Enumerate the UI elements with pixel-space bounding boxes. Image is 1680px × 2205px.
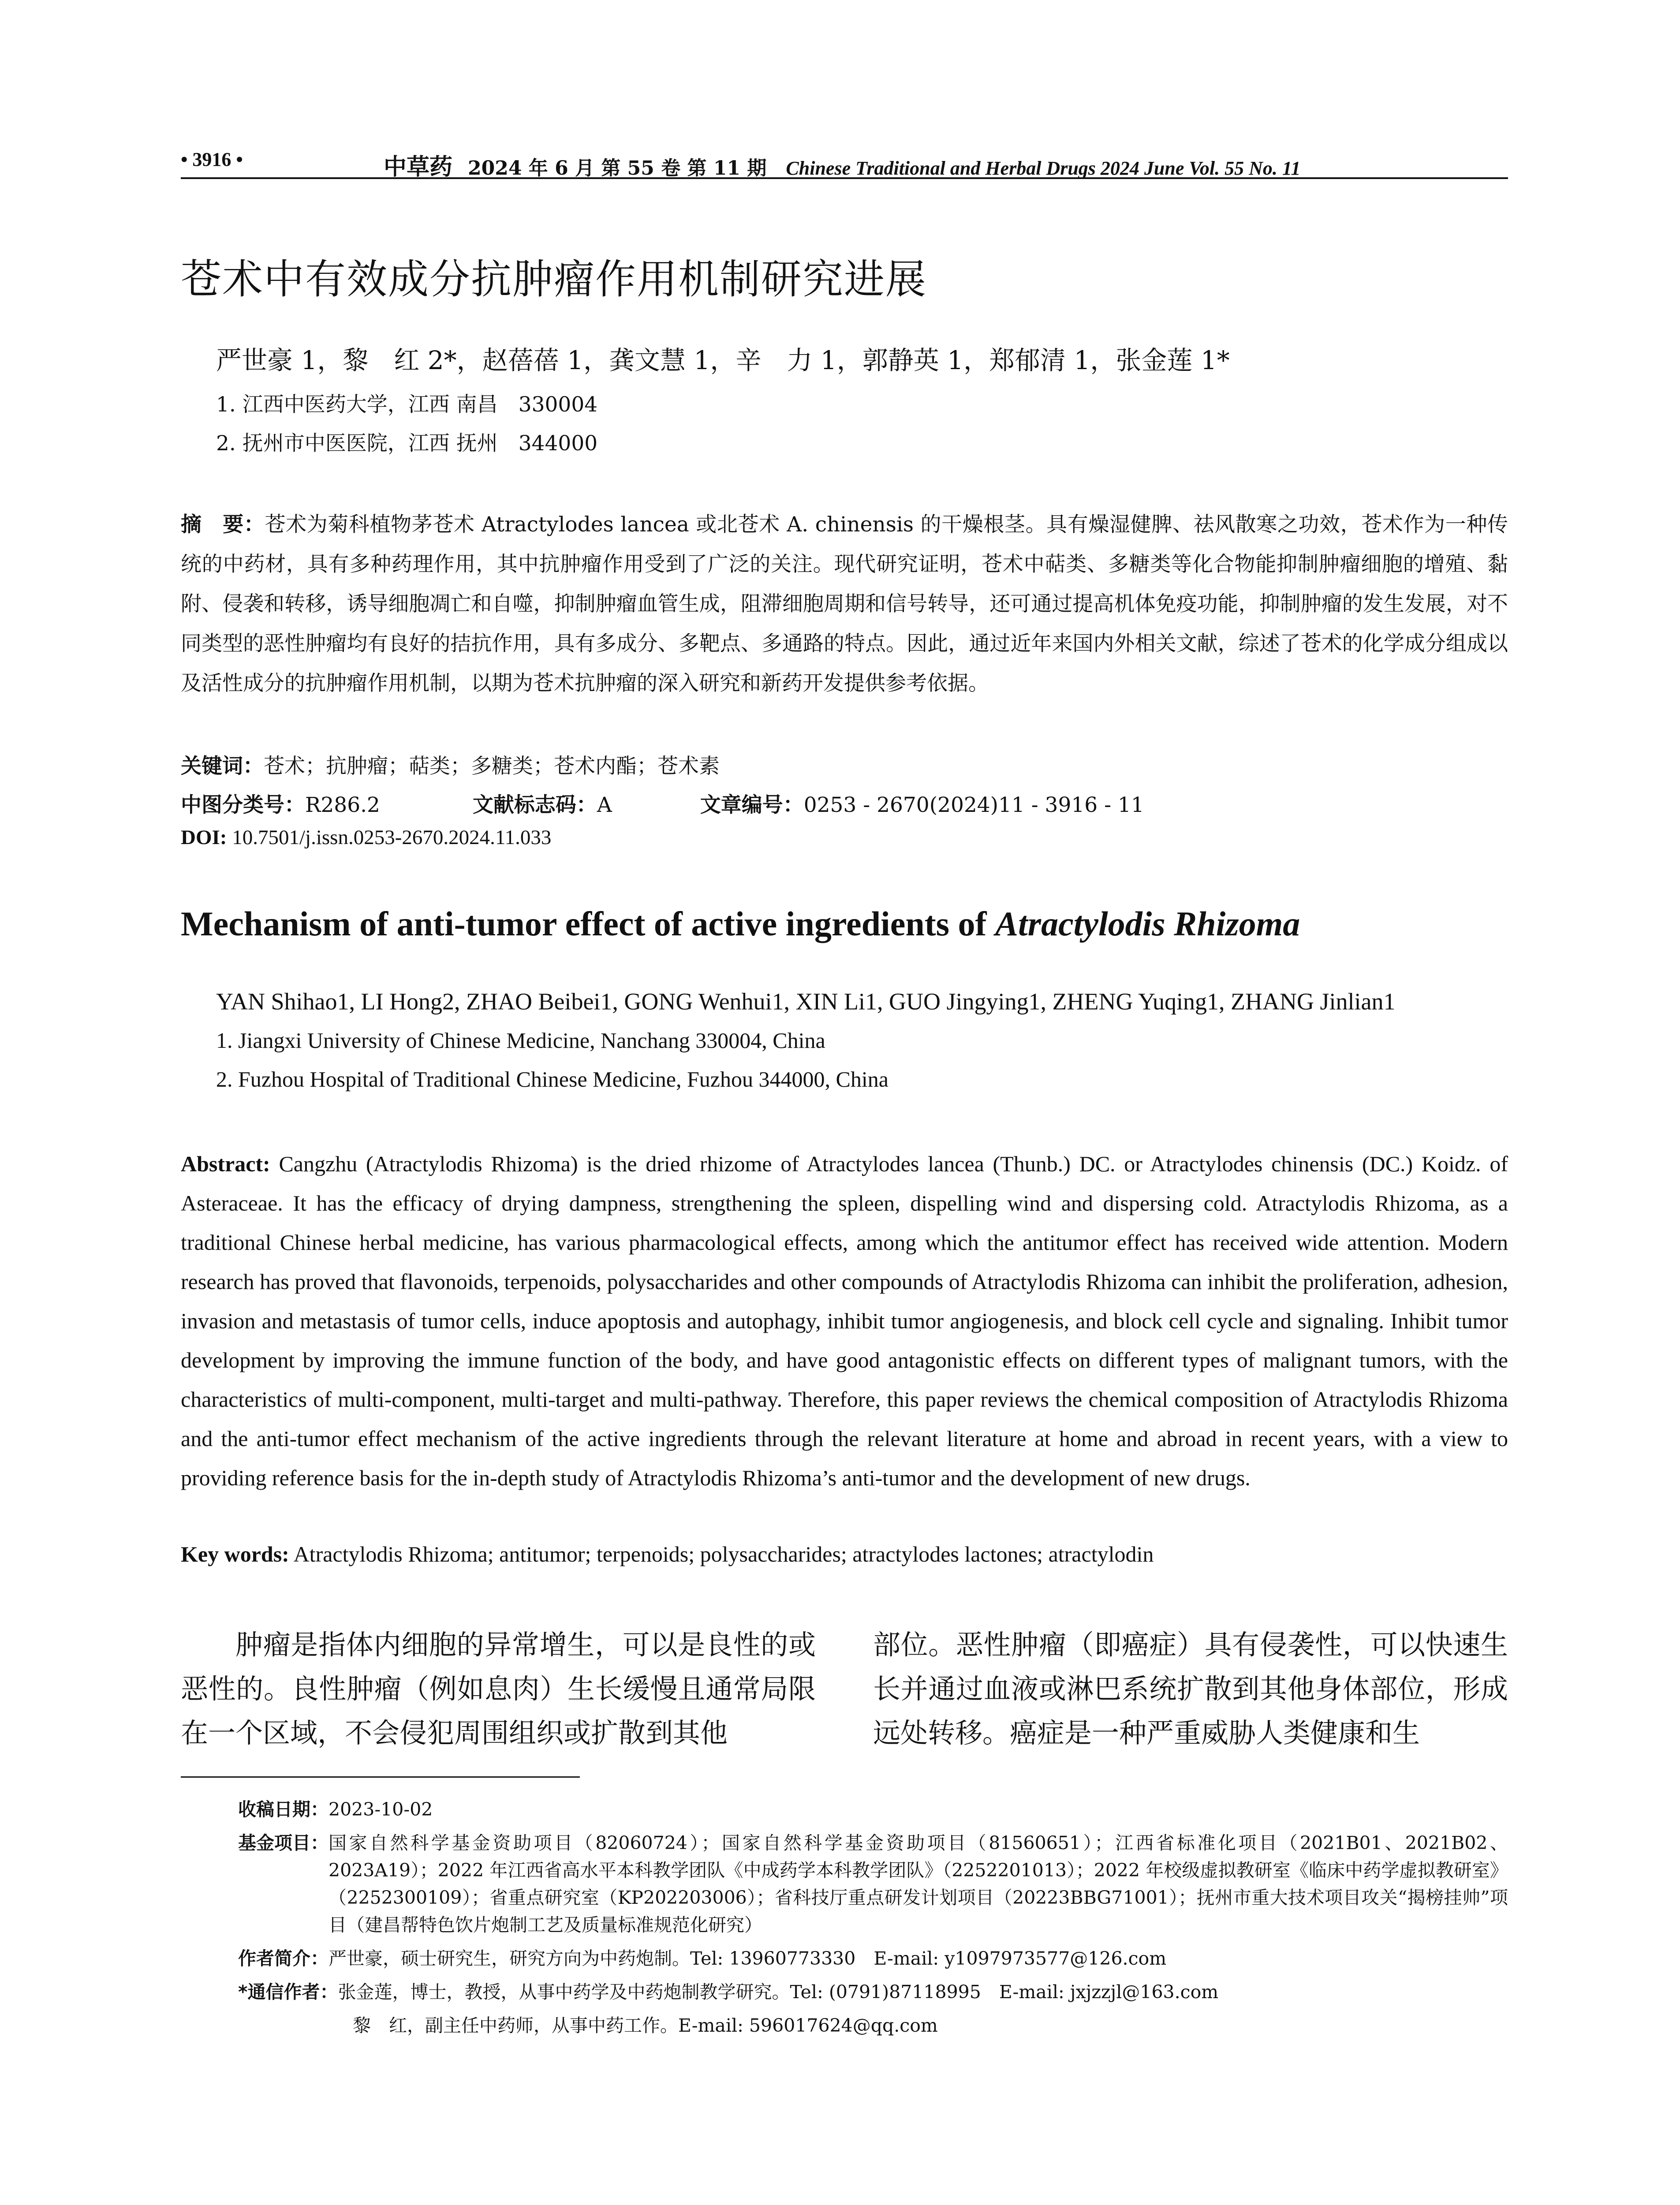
- received-label: 收稿日期：: [238, 1799, 329, 1820]
- body-column-right: [873, 1623, 1508, 1755]
- chinese-authors: 严世豪 1，黎 红 2*，赵蓓蓓 1，龚文慧 1，辛 力 1，郭静英 1，郑郁清 1，张金莲 1*: [216, 345, 1230, 375]
- english-title-italic: Atractylodis Rhizoma: [995, 904, 1300, 943]
- corresponding-authors: [238, 1978, 1508, 2006]
- page-number: • 3916 •: [181, 149, 243, 170]
- footnotes: [238, 1796, 1508, 2039]
- english-affiliation-1: 1. Jiangxi University of Chinese Medicine, Nanchang 330004, China: [216, 1028, 825, 1053]
- chinese-affiliation-2: 2. 抚州市中医医院，江西 抚州 344000: [216, 431, 598, 456]
- english-keywords-label: Key words:: [181, 1542, 289, 1566]
- journal-line: [384, 148, 1300, 181]
- funding-label: 基金项目：: [238, 1832, 329, 1854]
- funding-text: 国家自然科学基金资助项目（82060724）；国家自然科学基金资助项目（81560651）；江西省标准化项目（2021B01、2021B02、2023A19）；2022 年江西省高水平本科教学团队《中成药学本科教学团队》（2252201013）；2022 年校级虚拟教研室《临床中药学虚拟教研室》（2252300109）；省重点研究室（KP202203006）；省科技厅重点研发计划项目（20223BBG71001）；抚州市重大技术项目攻关“揭榜挂帅”项目（建昌帮特色饮片炮制工艺及质量标准规范化研究）: [329, 1832, 1508, 1936]
- english-keywords: [181, 1541, 1154, 1567]
- corresponding-author-2: 黎 红，副主任中药师，从事中药工作。E-mail: 596017624@qq.com: [353, 2015, 938, 2036]
- doi-value[interactable]: 10.7501/j.issn.0253-2670.2024.11.033: [232, 826, 552, 849]
- header-rule: [181, 177, 1508, 179]
- chinese-keywords-text: 苍术；抗肿瘤；萜类；多糖类；苍术内酯；苍术素: [264, 754, 720, 778]
- clc-label: 中图分类号：: [181, 793, 305, 817]
- chinese-keywords-label: 关键词：: [181, 754, 264, 778]
- chinese-abstract-text: 苍术为菊科植物茅苍术 Atractylodes lancea 或北苍术 A. chinensis 的干燥根茎。具有燥湿健脾、祛风散寒之功效，苍术作为一种传统的中药材，具有多种药理作用，其中抗肿瘤作用受到了广泛的关注。现代研究证明，苍术中萜类、多糖类等化合物能抑制肿瘤细胞的增殖、黏附、侵袭和转移，诱导细胞凋亡和自噬，抑制肿瘤血管生成，阻滞细胞周期和信号转导，还可通过提高机体免疫功能，抑制肿瘤的发生发展，对不同类型的恶性肿瘤均有良好的拮抗作用，具有多成分、多靶点、多通路的特点。因此，通过近年来国内外相关文献，综述了苍术的化学成分组成以及活性成分的抗肿瘤作用机制，以期为苍术抗肿瘤的深入研究和新药开发提供参考依据。: [181, 512, 1508, 695]
- journal-logo: 中草药: [384, 153, 453, 180]
- funding: [238, 1829, 1508, 1939]
- classification-line: [181, 789, 1144, 818]
- english-title: [181, 904, 1300, 944]
- author-bio-text: 严世豪，硕士研究生，研究方向为中药炮制。Tel: 13960773330 E-mail: y1097973577@126.com: [329, 1948, 1167, 1969]
- chinese-affiliation-1: 1. 江西中医药大学，江西 南昌 330004: [216, 392, 598, 417]
- article-no-label: 文章编号：: [700, 793, 804, 817]
- doi-line: [181, 826, 551, 849]
- body-paragraph-left: 肿瘤是指体内细胞的异常增生，可以是良性的或恶性的。良性肿瘤（例如息肉）生长缓慢且通常局限在一个区域，不会侵犯周围组织或扩散到其他: [181, 1629, 816, 1749]
- received-value: 2023-10-02: [329, 1799, 433, 1820]
- footnote-rule: [181, 1776, 580, 1778]
- corresponding-author-2-line: [238, 2012, 1508, 2039]
- doi-label: DOI:: [181, 826, 227, 849]
- doc-code-label: 文献标志码：: [472, 793, 597, 817]
- author-bio-label: 作者简介：: [238, 1948, 329, 1969]
- chinese-abstract-label: 摘 要：: [181, 512, 265, 537]
- body-column-left: [181, 1623, 816, 1755]
- english-affiliation-2: 2. Fuzhou Hospital of Traditional Chinese Medicine, Fuzhou 344000, China: [216, 1067, 889, 1091]
- doc-code-value: A: [597, 793, 612, 817]
- english-title-text: Mechanism of anti-tumor effect of active ingredients of: [181, 904, 996, 943]
- corresponding-label: *通信作者：: [238, 1981, 338, 2003]
- english-abstract-text: Cangzhu (Atractylodis Rhizoma) is the dried rhizome of Atractylodes lancea (Thunb.) DC. or Atractylodes chinensis (DC.) Koidz. of Asteraceae. It has the efficacy of drying dampness, strengthening the spleen, dispelling wind and dispersing cold. Atractylodis Rhizoma, as a traditional Chinese herbal medicine, has various pharmacological effects, among which the antitumor effect has received wide attention. Modern research has proved that flavonoids, terpenoids, polysaccharides and other compounds of Atractylodis Rhizoma can inhibit the proliferation, adhesion, invasion and metastasis of tumor cells, induce apoptosis and autophagy, inhibit tumor angiogenesis, and block cell cycle and signaling. Inhibit tumor development by improving the immune function of the body, and have good antagonistic effects on different types of malignant tumors, with the characteristics of multi-component, multi-target and multi-pathway. Therefore, this paper reviews the chemical composition of Atractylodis Rhizoma and the anti-tumor effect mechanism of the active ingredients through the relevant literature at home and abroad in recent years, with a view to providing reference basis for the in-depth study of Atractylodis Rhizoma’s anti-tumor and the development of new drugs.: [181, 1151, 1508, 1490]
- running-header: [181, 146, 1508, 180]
- chinese-title: 苍术中有效成分抗肿瘤作用机制研究进展: [181, 256, 927, 303]
- english-keywords-text: Atractylodis Rhizoma; antitumor; terpenoids; polysaccharides; atractylodes lactones; atractylodin: [293, 1542, 1154, 1566]
- body-paragraph-right: 部位。恶性肿瘤（即癌症）具有侵袭性，可以快速生长并通过血液或淋巴系统扩散到其他身体部位，形成远处转移。癌症是一种严重威胁人类健康和生: [873, 1629, 1508, 1749]
- author-bio: [238, 1945, 1508, 1972]
- corresponding-author-1: 张金莲，博士，教授，从事中药学及中药炮制教学研究。Tel: (0791)87118995 E-mail: jxjzzjl@163.com: [338, 1981, 1219, 2003]
- article-no-value: 0253 - 2670(2024)11 - 3916 - 11: [803, 793, 1144, 817]
- chinese-abstract: [181, 505, 1508, 703]
- english-authors: YAN Shihao1, LI Hong2, ZHAO Beibei1, GONG Wenhui1, XIN Li1, GUO Jingying1, ZHENG Yuqing1, ZHANG Jinlian1: [216, 988, 1396, 1015]
- journal-issue-en: Chinese Traditional and Herbal Drugs 2024 June Vol. 55 No. 11: [786, 157, 1301, 179]
- english-abstract: [181, 1144, 1508, 1498]
- chinese-keywords: [181, 750, 720, 779]
- clc-value: R286.2: [305, 793, 380, 817]
- journal-issue-cn: 2024 年 6 月 第 55 卷 第 11 期: [468, 157, 767, 179]
- received-date: [238, 1796, 1508, 1823]
- english-abstract-label: Abstract:: [181, 1151, 270, 1176]
